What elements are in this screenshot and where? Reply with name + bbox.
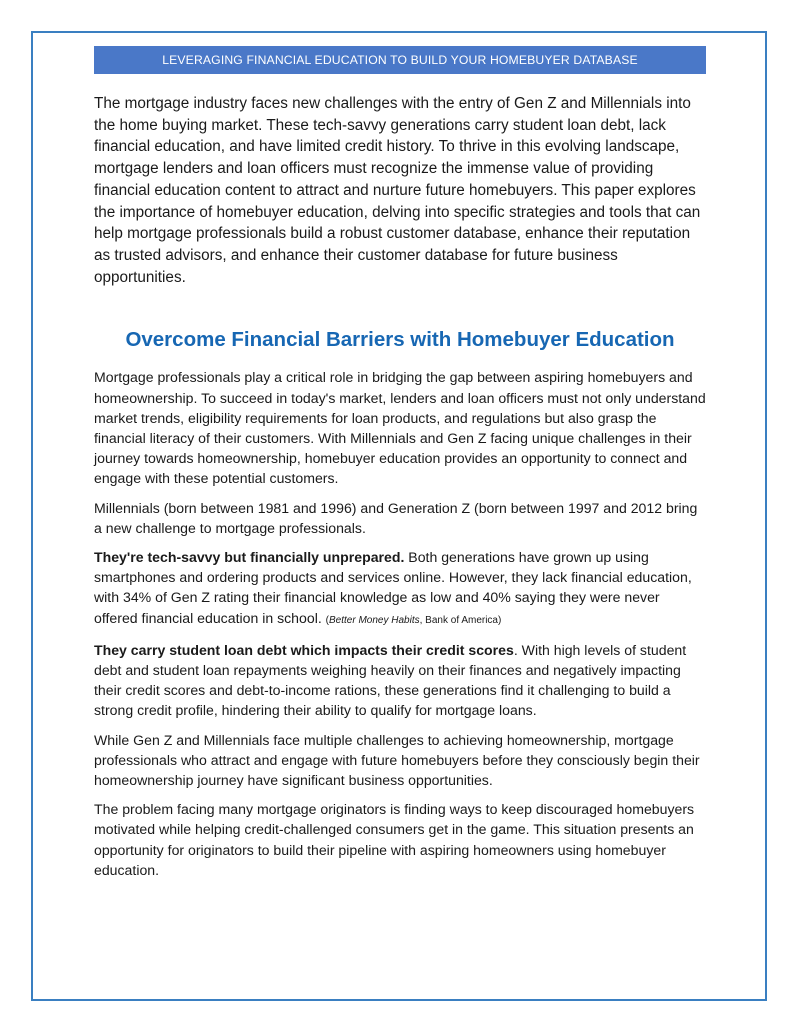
- paragraph-tech-savvy: [94, 547, 706, 631]
- header-banner: LEVERAGING FINANCIAL EDUCATION TO BUILD YOUR HOMEBUYER DATABASE: [94, 46, 706, 74]
- paragraph-mortgage-professionals: Mortgage professionals play a critical role in bridging the gap between aspiring homebuyers and homeownership. To succeed in today's market, lenders and loan officers must not only understand market trends, eligibility requirements for loan products, and regulations but also grasp the financial literacy of their customers. With Millennials and Gen Z facing unique challenges in their journey towards homeownership, homebuyer education provides an opportunity to connect and engage with these potential customers.: [94, 369, 706, 487]
- lead-tech-savvy: They're tech-savvy but financially unprepared.: [94, 548, 405, 565]
- paragraph-tech-savvy-text: Both generations have grown up using smartphones and ordering products and services online. However, they lack financial education, with 34% of Gen Z rating their financial knowledge as low and 40% saying they were never offered financial education in school.: [94, 548, 692, 626]
- document-body: [94, 46, 706, 880]
- paragraph-student-debt: [94, 640, 706, 721]
- citation-open: (: [325, 614, 330, 626]
- lead-student-debt: They carry student loan debt which impacts their credit scores: [94, 641, 514, 658]
- paragraph-generations: Millennials (born between 1981 and 1996) and Generation Z (born between 1997 and 2012 bring a new challenge to mortgage professionals.: [94, 499, 698, 536]
- section-heading: Overcome Financial Barriers with Homebuyer Education: [125, 328, 675, 352]
- paragraph-problem: The problem facing many mortgage originators is finding ways to keep discouraged homebuyers motivated while helping credit-challenged consumers get in the game. This situation presents an opportunity for originators to build their pipeline with aspiring homeowners using homebuyer education.: [94, 801, 695, 878]
- paragraph-student-debt-text: . With high levels of student debt and student loan repayments weighing heavily on their finances and negatively impacting their credit scores and debt-to-income rations, these generations find it challenging to build a strong credit profile, hindering their ability to qualify for mortgage loans.: [94, 641, 687, 719]
- citation-source: , Bank of America): [419, 614, 502, 626]
- intro-paragraph: The mortgage industry faces new challenges with the entry of Gen Z and Millennials into the home buying market. These tech-savvy generations carry student loan debt, lack financial education, and have limited credit history. To thrive in this evolving landscape, mortgage lenders and loan officers must recognize the immense value of providing financial education content to attract and nurture future homebuyers. This paper explores the importance of homebuyer education, delving into specific strategies and tools that can help mortgage professionals build a robust customer database, enhance their reputation as trusted advisors, and enhance their customer database for future business opportunities.: [94, 95, 701, 286]
- paragraph-opportunities: While Gen Z and Millennials face multiple challenges to achieving homeownership, mortgage professionals who attract and engage with future homebuyers before they consciously begin their homeownership journey have significant business opportunities.: [94, 731, 700, 788]
- citation: [326, 615, 502, 626]
- citation-title: Better Money Habits: [329, 614, 420, 626]
